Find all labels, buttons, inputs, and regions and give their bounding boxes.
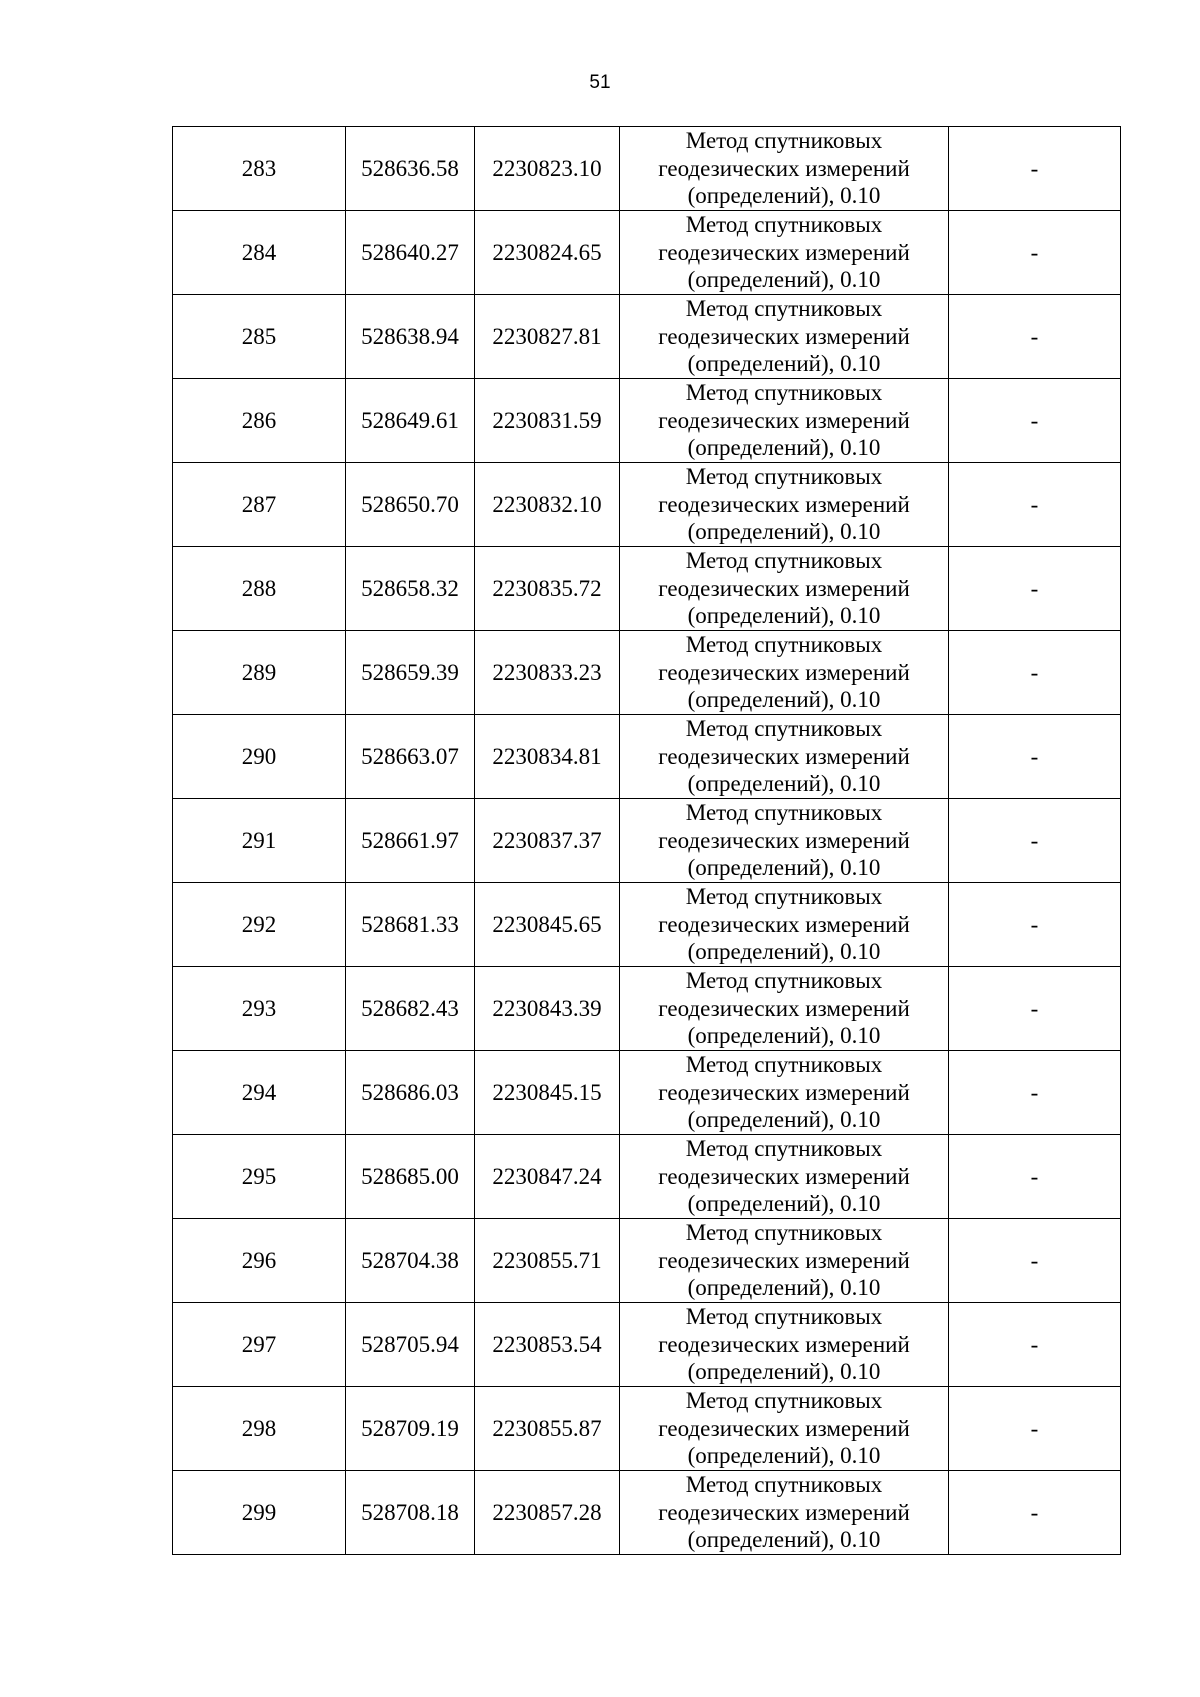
coordinate-y-cell: 2230827.81 — [475, 295, 620, 379]
method-line-3: (определений), 0.10 — [687, 1527, 881, 1553]
method-line-3: (определений), 0.10 — [687, 771, 881, 797]
point-description-cell: - — [949, 463, 1121, 547]
method-line-3: (определений), 0.10 — [687, 1107, 881, 1133]
point-number-cell: 283 — [173, 127, 346, 211]
point-description-cell: - — [949, 1471, 1121, 1555]
method-line-2: геодезических измерений — [658, 1163, 910, 1189]
method-line-2: геодезических измерений — [658, 1499, 910, 1525]
method-line-1: Метод спутниковых — [685, 128, 883, 154]
coordinates-table-body — [173, 127, 1121, 1555]
coordinate-y-cell: 2230855.71 — [475, 1219, 620, 1303]
point-description-cell: - — [949, 1051, 1121, 1135]
point-number-cell: 288 — [173, 547, 346, 631]
table-row — [173, 631, 1121, 715]
method-line-1: Метод спутниковых — [685, 716, 883, 742]
point-number-cell: 298 — [173, 1387, 346, 1471]
table-row — [173, 127, 1121, 211]
method-line-1: Метод спутниковых — [685, 800, 883, 826]
method-line-1: Метод спутниковых — [685, 548, 883, 574]
point-number-cell: 296 — [173, 1219, 346, 1303]
method-accuracy-cell — [620, 211, 949, 295]
table-row — [173, 1219, 1121, 1303]
coordinates-table — [172, 126, 1121, 1555]
page-number: 51 — [589, 72, 611, 93]
table-row — [173, 799, 1121, 883]
method-line-1: Метод спутниковых — [685, 1304, 883, 1330]
point-number-cell: 290 — [173, 715, 346, 799]
method-line-1: Метод спутниковых — [685, 1472, 883, 1498]
point-description-cell: - — [949, 127, 1121, 211]
coordinate-y-cell: 2230847.24 — [475, 1135, 620, 1219]
point-number-cell: 293 — [173, 967, 346, 1051]
method-accuracy-cell — [620, 883, 949, 967]
coordinate-x-cell: 528659.39 — [346, 631, 475, 715]
coordinate-x-cell: 528685.00 — [346, 1135, 475, 1219]
point-number-cell: 299 — [173, 1471, 346, 1555]
coordinate-y-cell: 2230845.65 — [475, 883, 620, 967]
point-number-cell: 295 — [173, 1135, 346, 1219]
coordinate-x-cell: 528663.07 — [346, 715, 475, 799]
method-accuracy-cell — [620, 547, 949, 631]
method-line-3: (определений), 0.10 — [687, 1443, 881, 1469]
method-line-3: (определений), 0.10 — [687, 1191, 881, 1217]
method-accuracy-cell — [620, 1387, 949, 1471]
method-line-1: Метод спутниковых — [685, 1388, 883, 1414]
method-accuracy-cell — [620, 631, 949, 715]
method-accuracy-cell — [620, 967, 949, 1051]
method-line-2: геодезических измерений — [658, 911, 910, 937]
method-line-2: геодезических измерений — [658, 1331, 910, 1357]
method-line-3: (определений), 0.10 — [687, 687, 881, 713]
method-line-1: Метод спутниковых — [685, 380, 883, 406]
table-row — [173, 1303, 1121, 1387]
method-line-1: Метод спутниковых — [685, 884, 883, 910]
method-line-3: (определений), 0.10 — [687, 1023, 881, 1049]
method-accuracy-cell — [620, 1051, 949, 1135]
coordinate-y-cell: 2230855.87 — [475, 1387, 620, 1471]
point-description-cell: - — [949, 1387, 1121, 1471]
coordinate-x-cell: 528681.33 — [346, 883, 475, 967]
coordinate-y-cell: 2230837.37 — [475, 799, 620, 883]
coordinate-x-cell: 528704.38 — [346, 1219, 475, 1303]
method-line-2: геодезических измерений — [658, 1247, 910, 1273]
method-line-3: (определений), 0.10 — [687, 603, 881, 629]
point-description-cell: - — [949, 1135, 1121, 1219]
point-description-cell: - — [949, 883, 1121, 967]
method-line-1: Метод спутниковых — [685, 632, 883, 658]
method-accuracy-cell — [620, 1135, 949, 1219]
point-description-cell: - — [949, 1303, 1121, 1387]
point-number-cell: 286 — [173, 379, 346, 463]
method-line-2: геодезических измерений — [658, 995, 910, 1021]
method-line-3: (определений), 0.10 — [687, 267, 881, 293]
method-line-1: Метод спутниковых — [685, 968, 883, 994]
method-line-2: геодезических измерений — [658, 239, 910, 265]
coordinate-y-cell: 2230857.28 — [475, 1471, 620, 1555]
table-row — [173, 1387, 1121, 1471]
coordinate-y-cell: 2230831.59 — [475, 379, 620, 463]
coordinate-x-cell: 528705.94 — [346, 1303, 475, 1387]
table-row — [173, 1051, 1121, 1135]
coordinate-x-cell: 528682.43 — [346, 967, 475, 1051]
point-description-cell: - — [949, 1219, 1121, 1303]
point-number-cell: 284 — [173, 211, 346, 295]
method-line-2: геодезических измерений — [658, 155, 910, 181]
coordinate-x-cell: 528640.27 — [346, 211, 475, 295]
method-accuracy-cell — [620, 127, 949, 211]
method-accuracy-cell — [620, 715, 949, 799]
point-description-cell: - — [949, 967, 1121, 1051]
coordinate-y-cell: 2230853.54 — [475, 1303, 620, 1387]
coordinate-x-cell: 528658.32 — [346, 547, 475, 631]
coordinate-y-cell: 2230824.65 — [475, 211, 620, 295]
point-description-cell: - — [949, 799, 1121, 883]
method-line-3: (определений), 0.10 — [687, 351, 881, 377]
method-accuracy-cell — [620, 379, 949, 463]
method-line-2: геодезических измерений — [658, 323, 910, 349]
coordinate-x-cell: 528686.03 — [346, 1051, 475, 1135]
table-row — [173, 715, 1121, 799]
point-description-cell: - — [949, 295, 1121, 379]
method-accuracy-cell — [620, 799, 949, 883]
method-line-2: геодезических измерений — [658, 491, 910, 517]
method-accuracy-cell — [620, 463, 949, 547]
table-row — [173, 883, 1121, 967]
coordinate-x-cell: 528636.58 — [346, 127, 475, 211]
method-line-1: Метод спутниковых — [685, 212, 883, 238]
method-line-1: Метод спутниковых — [685, 1220, 883, 1246]
method-line-2: геодезических измерений — [658, 1079, 910, 1105]
point-number-cell: 292 — [173, 883, 346, 967]
method-line-2: геодезических измерений — [658, 743, 910, 769]
table-row — [173, 295, 1121, 379]
coordinate-y-cell: 2230843.39 — [475, 967, 620, 1051]
method-line-1: Метод спутниковых — [685, 464, 883, 490]
coordinate-y-cell: 2230845.15 — [475, 1051, 620, 1135]
method-line-2: геодезических измерений — [658, 407, 910, 433]
coordinate-x-cell: 528709.19 — [346, 1387, 475, 1471]
coordinate-x-cell: 528661.97 — [346, 799, 475, 883]
table-row — [173, 211, 1121, 295]
method-accuracy-cell — [620, 1303, 949, 1387]
method-line-2: геодезических измерений — [658, 575, 910, 601]
table-row — [173, 967, 1121, 1051]
method-line-3: (определений), 0.10 — [687, 519, 881, 545]
method-line-3: (определений), 0.10 — [687, 183, 881, 209]
point-number-cell: 285 — [173, 295, 346, 379]
table-row — [173, 1471, 1121, 1555]
method-line-2: геодезических измерений — [658, 827, 910, 853]
coordinate-y-cell: 2230834.81 — [475, 715, 620, 799]
coordinate-y-cell: 2230835.72 — [475, 547, 620, 631]
point-number-cell: 297 — [173, 1303, 346, 1387]
coordinate-y-cell: 2230823.10 — [475, 127, 620, 211]
point-description-cell: - — [949, 715, 1121, 799]
coordinate-x-cell: 528708.18 — [346, 1471, 475, 1555]
point-number-cell: 287 — [173, 463, 346, 547]
coordinate-x-cell: 528638.94 — [346, 295, 475, 379]
method-line-3: (определений), 0.10 — [687, 1275, 881, 1301]
method-line-3: (определений), 0.10 — [687, 939, 881, 965]
method-accuracy-cell — [620, 295, 949, 379]
point-description-cell: - — [949, 379, 1121, 463]
coordinate-y-cell: 2230832.10 — [475, 463, 620, 547]
table-row — [173, 379, 1121, 463]
point-number-cell: 291 — [173, 799, 346, 883]
point-description-cell: - — [949, 211, 1121, 295]
method-line-1: Метод спутниковых — [685, 1136, 883, 1162]
method-line-1: Метод спутниковых — [685, 1052, 883, 1078]
method-line-2: геодезических измерений — [658, 1415, 910, 1441]
table-row — [173, 463, 1121, 547]
method-accuracy-cell — [620, 1219, 949, 1303]
table-row — [173, 547, 1121, 631]
method-line-3: (определений), 0.10 — [687, 435, 881, 461]
coordinate-y-cell: 2230833.23 — [475, 631, 620, 715]
method-line-1: Метод спутниковых — [685, 296, 883, 322]
point-description-cell: - — [949, 547, 1121, 631]
coordinate-x-cell: 528649.61 — [346, 379, 475, 463]
coordinate-x-cell: 528650.70 — [346, 463, 475, 547]
point-number-cell: 294 — [173, 1051, 346, 1135]
point-number-cell: 289 — [173, 631, 346, 715]
method-line-2: геодезических измерений — [658, 659, 910, 685]
point-description-cell: - — [949, 631, 1121, 715]
table-row — [173, 1135, 1121, 1219]
method-line-3: (определений), 0.10 — [687, 855, 881, 881]
method-accuracy-cell — [620, 1471, 949, 1555]
method-line-3: (определений), 0.10 — [687, 1359, 881, 1385]
